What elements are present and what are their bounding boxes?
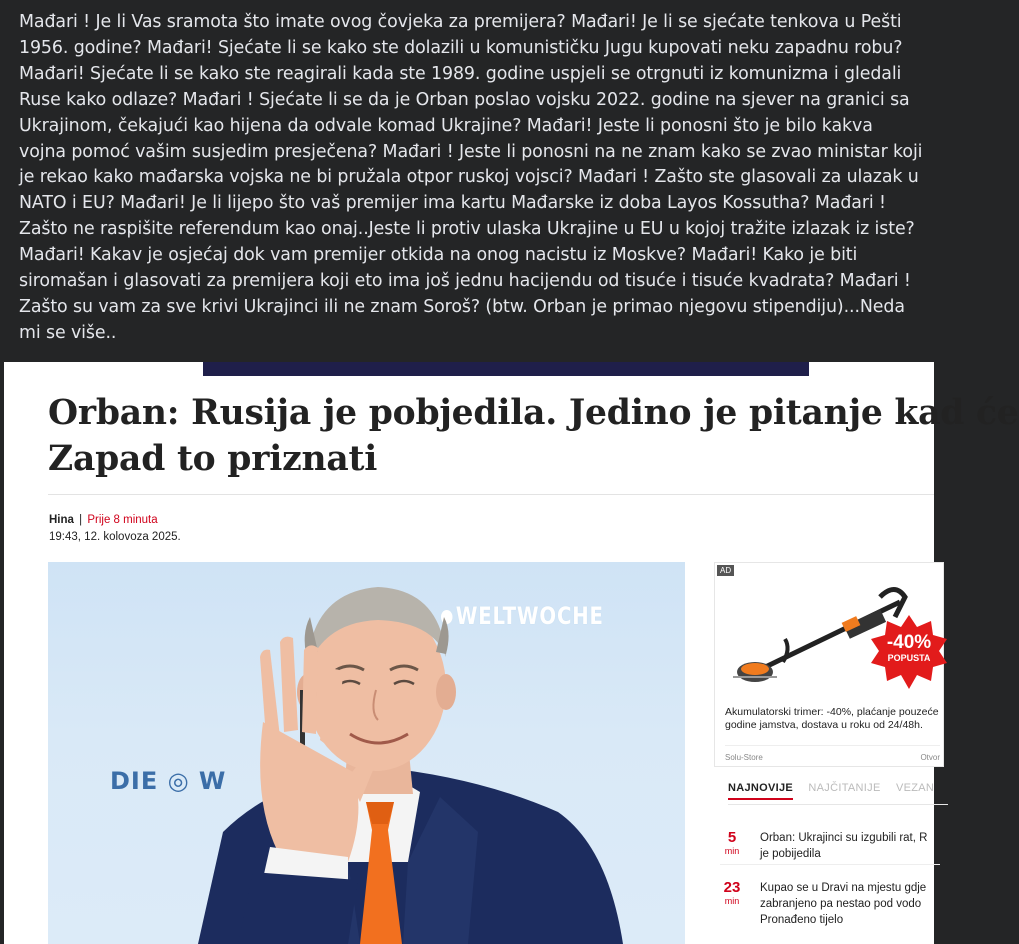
news-minutes: 23 <box>723 879 741 896</box>
sidebar-ad[interactable] <box>714 562 944 767</box>
headline-divider <box>48 494 934 495</box>
list-item[interactable] <box>720 830 950 866</box>
news-title[interactable]: Orban: Ukrajinci su izgubili rat, R je pobijedila <box>760 832 928 860</box>
ad-description-line-1: Akumulatorski trimer: -40%, plaćanje pouzeće <box>725 706 939 718</box>
article-photo <box>48 562 685 944</box>
byline-separator: | <box>79 514 83 526</box>
top-ad-banner <box>203 362 809 376</box>
article-screenshot[interactable] <box>4 362 1019 944</box>
headline-line-2: Zapad to priznati <box>48 439 378 479</box>
headline-line-1: Orban: Rusija je pobjedila. Jedino je pitanje kad će <box>48 393 1019 433</box>
ad-description-line-2: godine jamstva, dostava u roku od 24/48h. <box>725 718 923 731</box>
tabs-divider <box>728 804 948 805</box>
ad-divider <box>725 745 940 746</box>
discount-percent: -40% <box>886 632 932 653</box>
ad-footer <box>725 753 940 762</box>
article-datetime: 19:43, 12. kolovoza 2025. <box>49 531 181 543</box>
ad-open-link[interactable]: Otvor <box>920 753 940 762</box>
news-tabs <box>728 782 948 804</box>
tab-najcitanije[interactable]: NAJČITANIJE <box>808 782 881 794</box>
discount-badge-text <box>877 633 941 663</box>
news-divider <box>720 864 940 865</box>
news-minutes-unit: min <box>724 896 740 906</box>
news-title[interactable]: Kupao se u Dravi na mjestu gdje zabranjeno pa nestao pod vodo Pronađeno tijelo <box>760 882 927 926</box>
backdrop-text-die: DIE ◎ W <box>110 767 227 795</box>
post-text-container <box>0 0 934 360</box>
discount-label: POPUSTA <box>887 653 931 663</box>
article-time-ago: Prije 8 minuta <box>87 514 158 526</box>
tab-najnovije[interactable]: NAJNOVIJE <box>728 782 793 800</box>
backdrop-text-weltwoche: WELTWOCHE <box>455 602 604 630</box>
ad-advertiser: Solu-Store <box>725 753 763 762</box>
tab-vezano[interactable]: VEZAN <box>895 782 935 794</box>
man-waving-figure <box>48 562 685 944</box>
news-minutes-unit: min <box>724 846 740 856</box>
ad-description[interactable] <box>725 706 940 731</box>
list-item[interactable] <box>720 880 950 932</box>
article-byline <box>49 512 181 546</box>
article-headline <box>48 390 1019 482</box>
ad-tag: AD <box>717 565 734 576</box>
article-source: Hina <box>49 514 74 526</box>
news-minutes: 5 <box>727 829 737 846</box>
post-body: Mađari ! Je li Vas sramota što imate ovog čovjeka za premijera? Mađari! Je li se sjećate tenkova u Pešti 1956. godine? Mađari! Sjećate li se kako ste dolazili u komunističku Jugu kupovati neku zapadnu robu? Mađari! Sjećate li se kako ste reagirali kada ste 1989. godine uspjeli se otrgnuti iz komunizma i gledali Ruse kako odlaze? Mađari ! Sjećate li se da je Orban poslao vojsku 2022. godine na sjever na granici sa Ukrajinom, čekajući kao hijena da odvale komad Ukrajine? Mađari! Jeste li ponosni što je bilo kakva vojna pomoć vašim susjedim presječena? Mađari ! Jeste li ponosni na ne znam kako se zvao ministar koji je rekao kako mađarska vojska ne bi pružala otpor ruskoj vojsci? Mađari ! Zašto ste glasovali za ulazak u NATO i EU? Mađari! Je li lijepo što vaš premijer ima kartu Mađarske iz doba Layos Kossutha? Mađari ! Zašto ne raspišite referendum kao onaj..Jeste li protiv ulaska Ukrajine u EU u kojoj tražite izlazak iz iste? Mađari! Kakav je osjećaj dok vam premijer otkida na onog nacistu iz Moskve? Mađari! Kako je biti siromašan i glasovati za premijera koji eto ima još jednu hacijendu od tisuće i tisuće kvadrata? Mađari ! Zašto su vam za sve krivi Ukrajinci ili ne znam Soroš? (btw. Orban je primao njegovu stipendiju)...Neda mi se više.. <box>19 12 923 343</box>
